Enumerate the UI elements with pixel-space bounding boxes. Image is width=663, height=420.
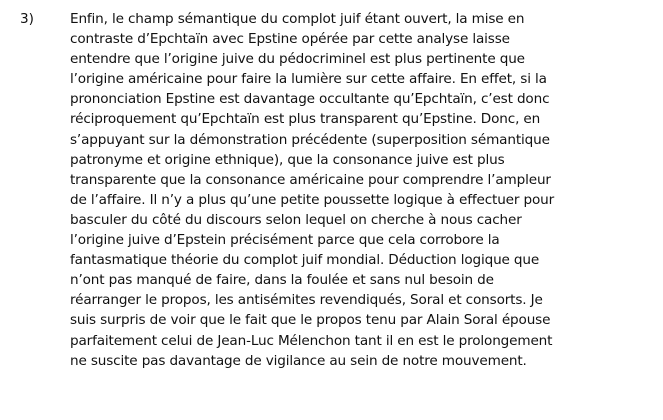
numbered-list-item (20, 9, 655, 371)
list-item-number: 3) (20, 11, 34, 27)
text-line: réciproquement qu’Epchtaïn est plus transparent qu’Epstine. Donc, en (70, 111, 541, 128)
text-line: de l’affaire. Il n’y a plus qu’une petite poussette logique à effectuer pour (70, 191, 555, 208)
text-line: prononciation Epstine est davantage occultante qu’Epchtaïn, c’est donc (70, 91, 550, 108)
text-line: fantasmatique théorie du complot juif mondial. Déduction logique que (70, 252, 540, 269)
text-line: l’origine américaine pour faire la lumière sur cette affaire. En effet, si la (70, 71, 547, 88)
text-line: l’origine juive d’Epstein précisément parce que cela corrobore la (70, 232, 500, 249)
text-line: Enfin, le champ sémantique du complot juif étant ouvert, la mise en (70, 11, 525, 27)
text-line: patronyme et origine ethnique), que la consonance juive est plus (70, 151, 505, 168)
text-line: n’ont pas manqué de faire, dans la foulée et sans nul besoin de (70, 272, 494, 289)
text-line: entendre que l’origine juive du pédocriminel est plus pertinente que (70, 51, 525, 68)
text-line: transparente que la consonance américaine pour comprendre l’ampleur (70, 171, 551, 188)
text-line: suis surpris de voir que le fait que le propos tenu par Alain Soral épouse (70, 312, 551, 329)
text-line: parfaitement celui de Jean-Luc Mélenchon tant il en est le prolongement (70, 332, 553, 349)
text-line: réarranger le propos, les antisémites revendiqués, Soral et consorts. Je (70, 292, 543, 309)
text-line: s’appuyant sur la démonstration précédente (superposition sémantique (70, 131, 550, 148)
paragraph-text (70, 9, 655, 371)
text-line: ne suscite pas davantage de vigilance au sein de notre mouvement. (70, 352, 527, 369)
text-line: basculer du côté du discours selon lequel on cherche à nous cacher (70, 211, 522, 228)
text-line: contraste d’Epchtaïn avec Epstine opérée par cette analyse laisse (70, 31, 510, 48)
